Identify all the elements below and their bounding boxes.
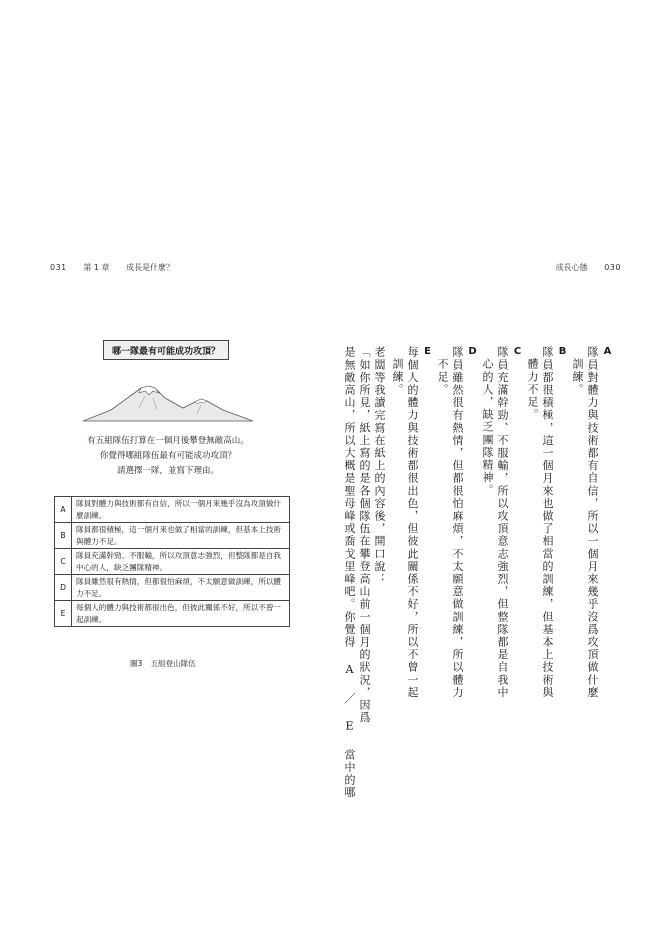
vertical-column: 不足。 [436,358,449,396]
vertical-label-b: B [557,346,568,359]
table-row [55,523,290,549]
vertical-column: 隊員雖然很有熱情，但都很怕麻煩，不太願意做訓練，所以體力 [451,346,464,699]
table-row [55,575,290,601]
teams-table [54,496,290,627]
figure-caption-text: 五組登山隊伍 [150,659,196,668]
left-page-number: 031 [50,263,67,272]
right-running-header [556,262,621,273]
team-label: C [55,549,72,575]
team-label: E [55,601,72,627]
mountain-illustration [83,374,253,422]
team-description: 隊員對體力與技術都有自信，所以一個月來幾乎沒為攻頂做什麼訓練。 [72,497,290,523]
team-description: 隊員充滿幹勁、不服輸，所以攻頂意志強烈，但整隊都是自我中心的人，缺乏團隊精神。 [72,549,290,575]
left-running-header [50,262,174,273]
prompt-line: 你覺得哪組隊伍最有可能成功攻頂？ [99,451,236,461]
team-description: 隊員雖然很有熱情，但都很怕麻煩，不太願意做訓練，所以體力不足。 [72,575,290,601]
vertical-column: 「如你所見，紙上寫的是各個隊伍在攀登高山前一個月的狀況，因爲 [358,346,371,724]
vertical-label-c: C [512,346,523,359]
vertical-label-e: E [422,346,433,359]
vertical-column: 隊員充滿幹勁、不服輸，所以攻頂意志強烈，但整隊都是自我中 [496,346,509,699]
prompt-line: 請選擇一隊，並寫下理由。 [116,466,219,476]
vertical-column: 訓練。 [391,358,404,396]
figure-caption [130,658,196,669]
left-chapter-label: 第 1 章 [83,263,110,272]
table-row [55,549,290,575]
right-page-number: 030 [604,263,621,272]
vertical-label-d: D [467,346,478,359]
vertical-column: 隊員都很積極，這一個月來也做了相當的訓練，但基本上技術與 [541,346,554,699]
team-description: 每個人的體力與技術都很出色，但彼此關係不好，所以不曾一起訓練。 [72,601,290,627]
left-chapter-title: 成長是什麼？ [126,263,175,272]
team-description: 隊員都很積極，這一個月來也做了相當的訓練，但基本上技術與體力不足。 [72,523,290,549]
vertical-column: 每個人的體力與技術都很出色，但彼此關係不好，所以不曾一起 [406,346,419,699]
team-label: B [55,523,72,549]
vertical-column: 隊員對體力與技術都有自信，所以一個月來幾乎沒爲攻頂做什麼 [586,346,599,699]
figure-prompt [58,434,278,479]
table-row [55,601,290,627]
vertical-column: 體力不足。 [526,358,539,421]
right-book-title: 成長心態 [555,263,588,272]
figure-number: 圖3 [130,659,143,668]
table-row [55,497,290,523]
vertical-label-a: A [602,346,613,359]
question-box: 哪一隊最有可能成功攻頂？ [103,340,229,360]
vertical-column: 老闆等我讀完寫在紙上的內容後，開口說： [373,346,386,586]
prompt-line: 有五組隊伍打算在一個月後攀登無敵高山。 [87,436,249,446]
team-label: A [55,497,72,523]
vertical-column: 是無敵高山，所以大概是聖母峰或喬戈里峰吧。你覺得 A ／ E 當中的哪 [343,346,356,799]
vertical-column: 心的人，缺乏團隊精神。 [481,358,494,497]
team-label: D [55,575,72,601]
vertical-column: 訓練。 [571,358,584,396]
